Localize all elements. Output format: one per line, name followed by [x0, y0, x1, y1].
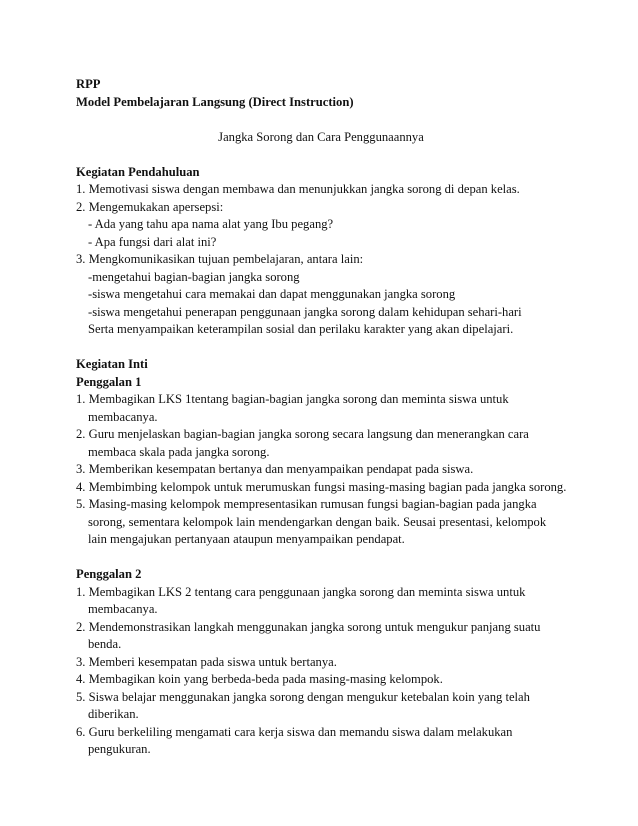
penggalan-1-line: sorong, sementara kelompok lain mendengarkan dengan baik. Seusai presentasi, kelompok [88, 514, 547, 529]
document-body [76, 76, 576, 759]
model-title: Model Pembelajaran Langsung (Direct Instruction) [76, 94, 354, 109]
penggalan-1-line: lain mengajukan pertanyaan ataupun menyampaikan pendapat. [88, 532, 405, 546]
penggalan-1-line: 5. Masing-masing kelompok mempresentasikan rumusan fungsi bagian-bagian pada jangka [76, 497, 537, 511]
penggalan-1-heading: Penggalan 1 [76, 374, 142, 389]
penggalan-2-line: diberikan. [88, 707, 139, 721]
pendahuluan-line: -siswa mengetahui penerapan penggunaan jangka sorong dalam kehidupan sehari-hari [88, 304, 522, 319]
penggalan-1-line: membaca skala pada jangka sorong. [88, 444, 270, 459]
topic-title: Jangka Sorong dan Cara Penggunaannya [218, 129, 424, 144]
pendahuluan-line: Serta menyampaikan keterampilan sosial dan perilaku karakter yang akan dipelajari. [88, 322, 514, 336]
penggalan-2-line: 6. Guru berkeliling mengamati cara kerja siswa dan memandu siswa dalam melakukan [76, 724, 513, 739]
penggalan-2-line: 1. Membagikan LKS 2 tentang cara penggunaan jangka sorong dan meminta siswa untuk [76, 584, 526, 599]
pendahuluan-line: 1. Memotivasi siswa dengan membawa dan menunjukkan jangka sorong di depan kelas. [76, 182, 520, 196]
penggalan-1-line: 1. Membagikan LKS 1tentang bagian-bagian jangka sorong dan meminta siswa untuk [76, 392, 509, 406]
penggalan-2-line: pengukuran. [88, 742, 151, 756]
penggalan-1-line: 4. Membimbing kelompok untuk merumuskan fungsi masing-masing bagian pada jangka sorong. [76, 479, 567, 494]
penggalan-2-heading: Penggalan 2 [76, 567, 142, 581]
section-inti-heading: Kegiatan Inti [76, 357, 148, 371]
penggalan-2-line: membacanya. [88, 602, 158, 616]
penggalan-2-line: 2. Mendemonstrasikan langkah menggunakan jangka sorong untuk mengukur panjang suatu [76, 619, 541, 634]
pendahuluan-line: -siswa mengetahui cara memakai dan dapat menggunakan jangka sorong [88, 287, 456, 301]
pendahuluan-line: - Ada yang tahu apa nama alat yang Ibu pegang? [88, 217, 334, 231]
penggalan-1-line: 3. Memberikan kesempatan bertanya dan menyampaikan pendapat pada siswa. [76, 462, 474, 476]
penggalan-2-line: 3. Memberi kesempatan pada siswa untuk bertanya. [76, 654, 337, 669]
pendahuluan-line: - Apa fungsi dari alat ini? [88, 234, 217, 249]
penggalan-2-line: benda. [88, 637, 122, 651]
penggalan-2-line: 4. Membagikan koin yang berbeda-beda pada masing-masing kelompok. [76, 672, 443, 686]
section-pendahuluan-heading: Kegiatan Pendahuluan [76, 164, 200, 179]
penggalan-1-line: 2. Guru menjelaskan bagian-bagian jangka sorong secara langsung dan menerangkan cara [76, 427, 529, 441]
penggalan-2-line: 5. Siswa belajar menggunakan jangka sorong dengan mengukur ketebalan koin yang telah [76, 689, 530, 704]
pendahuluan-line: 3. Mengkomunikasikan tujuan pembelajaran, antara lain: [76, 252, 364, 266]
pendahuluan-line: -mengetahui bagian-bagian jangka sorong [88, 269, 300, 284]
doc-label-rpp: RPP [76, 77, 101, 91]
penggalan-1-line: membacanya. [88, 409, 158, 424]
pendahuluan-line: 2. Mengemukakan apersepsi: [76, 199, 224, 214]
